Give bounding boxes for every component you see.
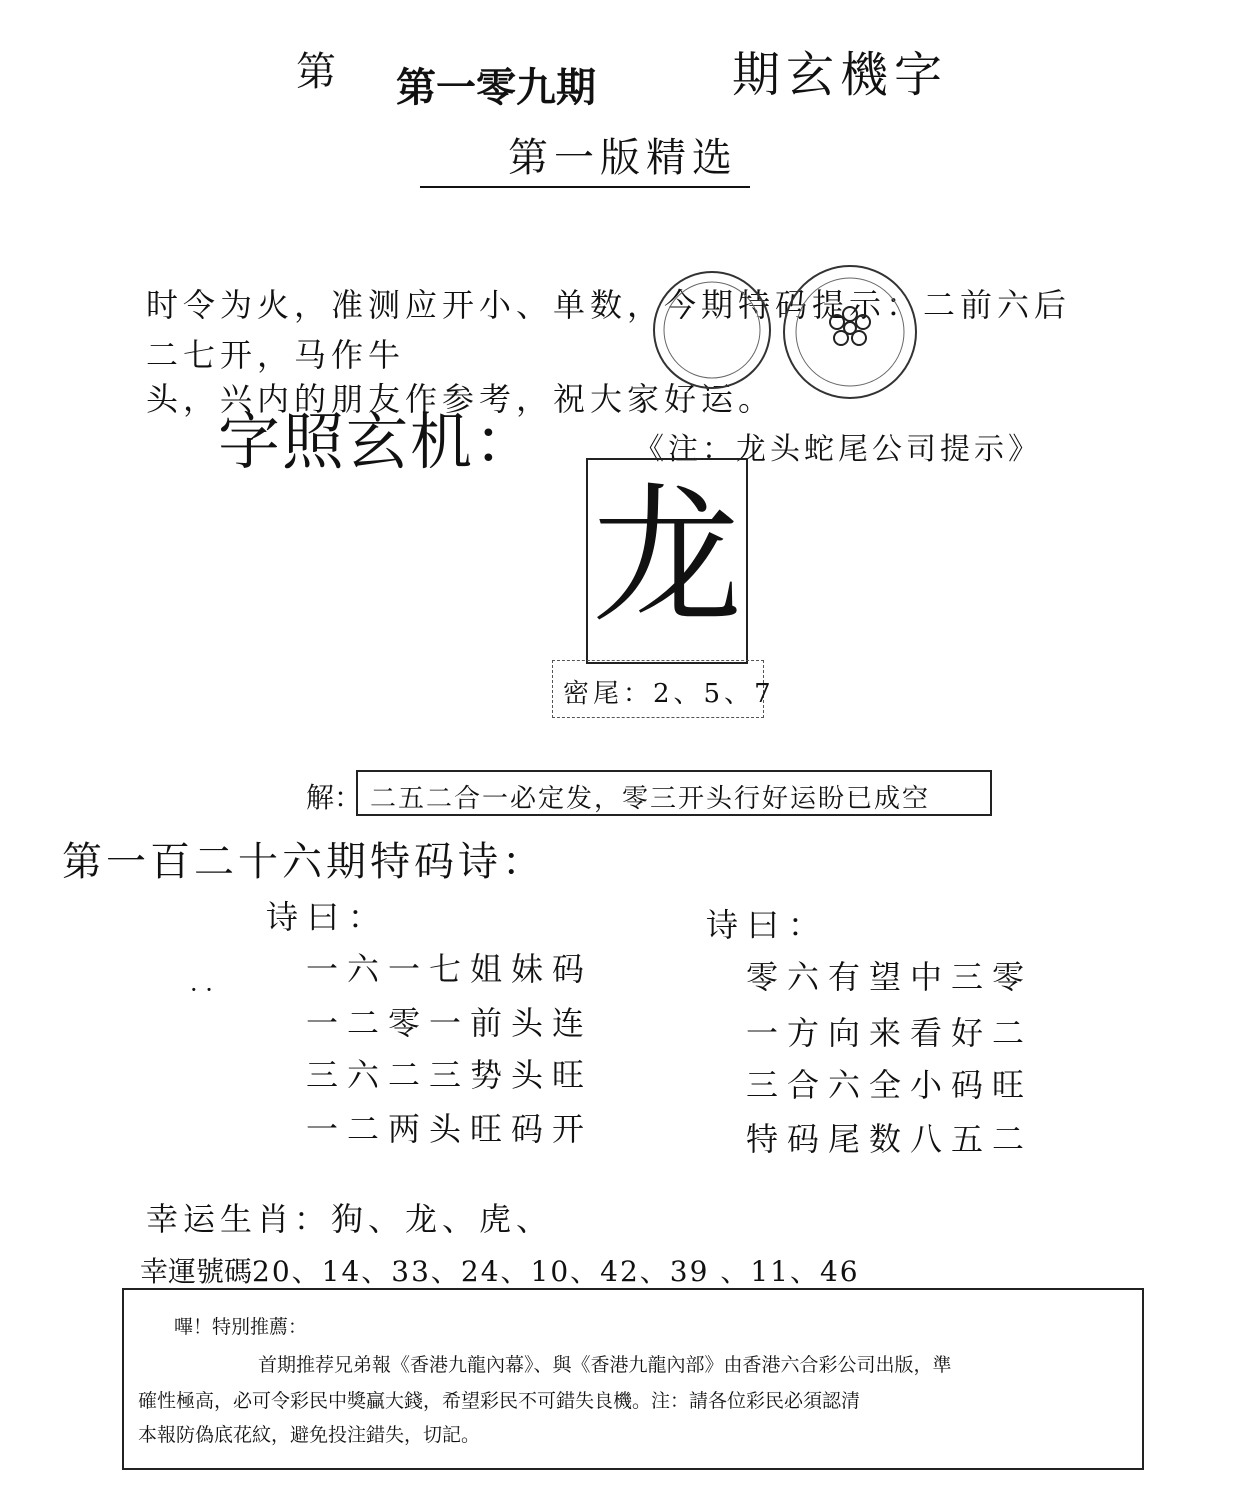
poem-left-line: 一二零一前头连 [306, 1004, 594, 1042]
recommendation-title: 嗶！特別推薦： [174, 1316, 308, 1338]
key-character: 龙 [591, 470, 742, 644]
seal-left-icon [654, 272, 770, 388]
flower-emblem-icon [830, 307, 870, 345]
poem-left-line: 一六一七姐妹码 [306, 950, 594, 988]
recommendation-line-1: 首期推荐兄弟報《香港九龍內幕》、與《香港九龍內部》由香港六合彩公司出版，準 [258, 1354, 952, 1376]
lucky-numbers-label: 幸運號碼 [140, 1255, 253, 1288]
poem-right-line: 一方向来看好二 [746, 1014, 1034, 1052]
secret-tail-text: 密尾：2、5、7 [563, 679, 775, 709]
poem-right-intro: 诗曰： [706, 906, 830, 944]
body-line-1: 时令为火，准测应开小、单数，今期特码提示：二前六后 [146, 286, 1072, 324]
handwritten-heading: 字照玄机： [218, 405, 539, 478]
solution-text: 二五二合一必定发，零三开头行好运盼已成空 [370, 784, 931, 814]
seal-right-icon [784, 266, 916, 398]
page-subtitle: 第一版精选 [508, 135, 738, 181]
lucky-numbers-row [140, 1250, 860, 1290]
recommendation-line-3: 本報防偽底花紋，避免投注錯失，切記。 [138, 1424, 481, 1446]
poem-right-line: 三合六全小码旺 [746, 1066, 1034, 1104]
header-fragment: 第 [296, 49, 336, 95]
recommendation-line-2: 確性極高，必可令彩民中獎贏大錢，希望彩民不可錯失良機。注：請各位彩民必須認清 [138, 1390, 861, 1412]
page-title: 期玄機字 [732, 47, 949, 103]
poem-left-line: 一二两头旺码开 [306, 1110, 594, 1148]
body-line-2: 二七开，马作牛 [146, 336, 406, 374]
poem-right-line: 特码尾数八五二 [746, 1120, 1034, 1158]
body-line-3: 头，兴内的朋友作参考，祝大家好运。 [146, 380, 776, 418]
key-character-box [586, 458, 748, 664]
official-seals [650, 262, 930, 412]
subtitle-underline [420, 186, 750, 188]
poem-left-line: 三六二三势头旺 [306, 1056, 594, 1094]
scan-dots: · · [190, 976, 213, 1004]
poem-left-intro: 诗曰： [266, 898, 390, 936]
poem-heading: 第一百二十六期特码诗： [62, 839, 546, 885]
solution-label: 解： [306, 781, 363, 814]
secret-tail-box [552, 660, 775, 718]
issue-number: 第一零九期 [396, 65, 596, 111]
lucky-zodiac: 幸运生肖：狗、龙、虎、 [146, 1200, 554, 1238]
recommendation-box [122, 1288, 1144, 1470]
solution-box [356, 770, 992, 816]
company-note: 《注：龙头蛇尾公司提示》 [634, 432, 1042, 467]
lucky-numbers: 20、14、33、24、10、42、39 、11、46 [252, 1255, 860, 1288]
poem-right-line: 零六有望中三零 [746, 958, 1034, 996]
